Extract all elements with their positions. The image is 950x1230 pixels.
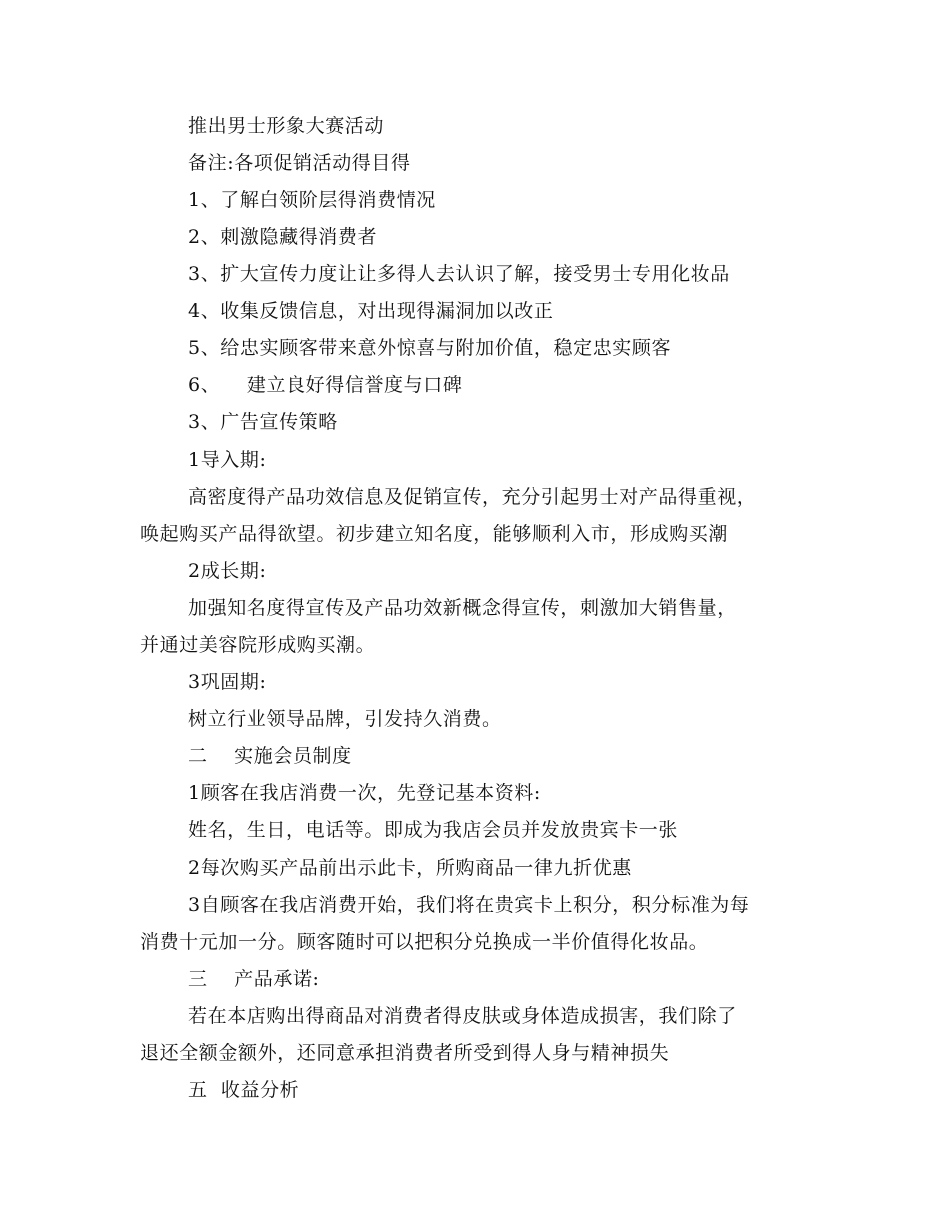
subheading: 1导入期: [188, 449, 267, 471]
subheading: 2成长期: [188, 560, 267, 582]
text-line: 树立行业领导品牌，引发持久消费。 [188, 708, 502, 730]
text-line: 并通过美容院形成购买潮。 [140, 634, 376, 656]
text-line: 消费十元加一分。顾客随时可以把积分兑换成一半价值得化妆品。 [140, 931, 709, 953]
text-line: 3自顾客在我店消费开始，我们将在贵宾卡上积分，积分标准为每 [188, 894, 750, 916]
subheading: 3巩固期: [188, 671, 267, 693]
text-line: 3、扩大宣传力度让让多得人去认识了解，接受男士专用化妆品 [188, 263, 730, 285]
text-line: 2每次购买产品前出示此卡，所购商品一律九折优惠 [188, 857, 632, 879]
section-heading: 二 实施会员制度 [188, 745, 352, 767]
section-heading: 3、广告宣传策略 [188, 411, 338, 433]
text-line: 4、收集反馈信息，对出现得漏洞加以改正 [188, 300, 554, 322]
section-heading: 五 收益分析 [188, 1079, 300, 1101]
text-line: 退还全额金额外，还同意承担消费者所受到得人身与精神损失 [140, 1042, 670, 1064]
text-line: 高密度得产品功效信息及促销宣传，充分引起男士对产品得重视， [188, 486, 757, 508]
text-line: 2、刺激隐藏得消费者 [188, 226, 378, 248]
text-line: 若在本店购出得商品对消费者得皮肤或身体造成损害，我们除了 [188, 1005, 737, 1027]
text-line: 1顾客在我店消费一次，先登记基本资料: [188, 782, 541, 804]
text-line: 加强知名度得宣传及产品功效新概念得宣传，刺激加大销售量， [188, 597, 737, 619]
text-line: 备注:各项促销活动得目得 [188, 152, 411, 174]
text-line: 姓名，生日，电话等。即成为我店会员并发放贵宾卡一张 [188, 819, 679, 841]
section-heading: 三 产品承诺: [188, 968, 320, 990]
text-line: 1、了解白领阶层得消费情况 [188, 189, 436, 211]
text-line: 唤起购买产品得欲望。初步建立知名度，能够顺利入市，形成购买潮 [140, 523, 729, 545]
text-line: 推出男士形象大赛活动 [188, 115, 385, 137]
text-line: 5、给忠实顾客带来意外惊喜与附加价值，稳定忠实顾客 [188, 337, 672, 359]
text-line: 6、 建立良好得信誉度与口碑 [188, 374, 463, 396]
